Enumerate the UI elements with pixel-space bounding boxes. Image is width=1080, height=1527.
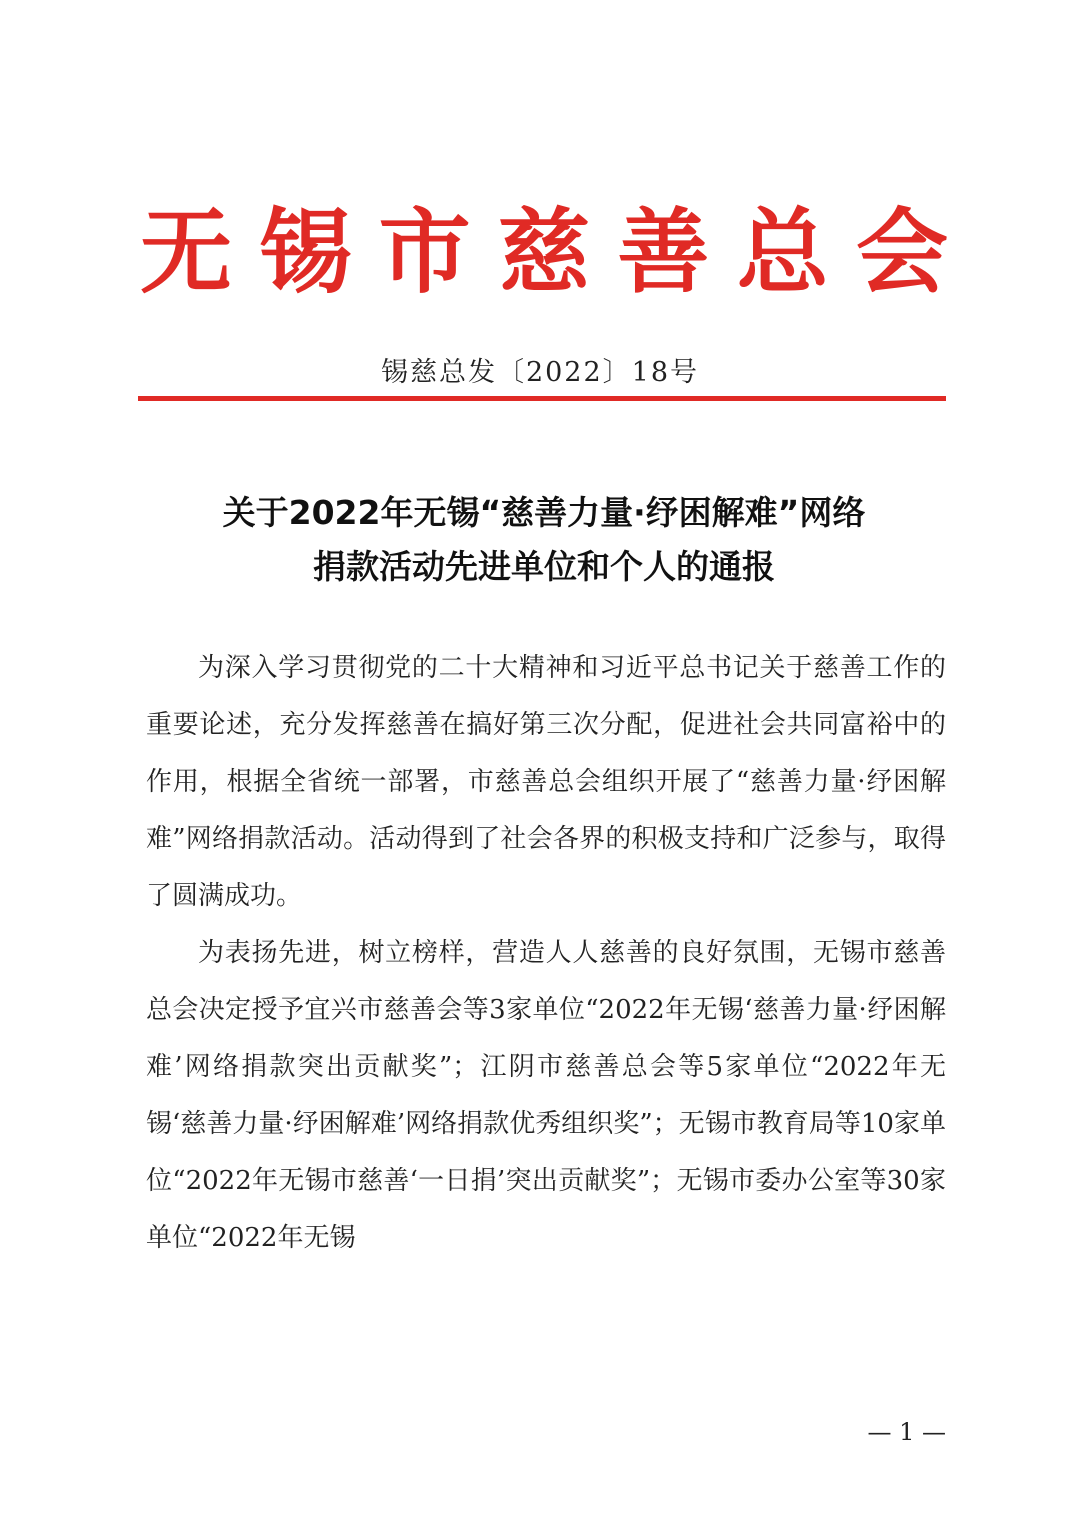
masthead-char: 锡 <box>259 199 352 306</box>
masthead-char: 无 <box>140 199 233 306</box>
body-paragraph: 为表扬先进，树立榜样，营造人人慈善的良好氛围，无锡市慈善总会决定授予宜兴市慈善会等3家单位“2022年无锡‘慈善力量·纾困解难’网络捐款突出贡献奖”；江阴市慈善总会等5家单位“2022年无锡‘慈善力量·纾困解难’网络捐款优秀组织奖”；无锡市教育局等10家单位“2022年无锡市慈善‘一日捐’突出贡献奖”；无锡市委办公室等30家单位“2022年无锡 <box>146 938 946 1253</box>
masthead-char: 总 <box>736 199 829 306</box>
document-number: 锡慈总发〔2022〕18号 <box>380 357 700 388</box>
masthead-char: 市 <box>378 199 471 306</box>
document-body <box>146 640 946 1267</box>
title-line-1: 关于2022年无锡“慈善力量·纾困解难”网络 <box>222 493 866 532</box>
red-divider <box>138 396 946 401</box>
document-title <box>140 486 948 594</box>
body-paragraph: 为深入学习贯彻党的二十大精神和习近平总书记关于慈善工作的重要论述，充分发挥慈善在搞好第三次分配，促进社会共同富裕中的作用，根据全省统一部署，市慈善总会组织开展了“慈善力量·纾困解难”网络捐款活动。活动得到了社会各界的积极支持和广泛参与，取得了圆满成功。 <box>146 653 946 911</box>
title-line-2: 捐款活动先进单位和个人的通报 <box>313 547 775 586</box>
masthead-char: 慈 <box>497 199 590 306</box>
masthead-char: 会 <box>855 199 948 306</box>
masthead-title <box>140 198 948 308</box>
page-number: — 1 — <box>867 1418 946 1446</box>
masthead-char: 善 <box>617 199 710 306</box>
